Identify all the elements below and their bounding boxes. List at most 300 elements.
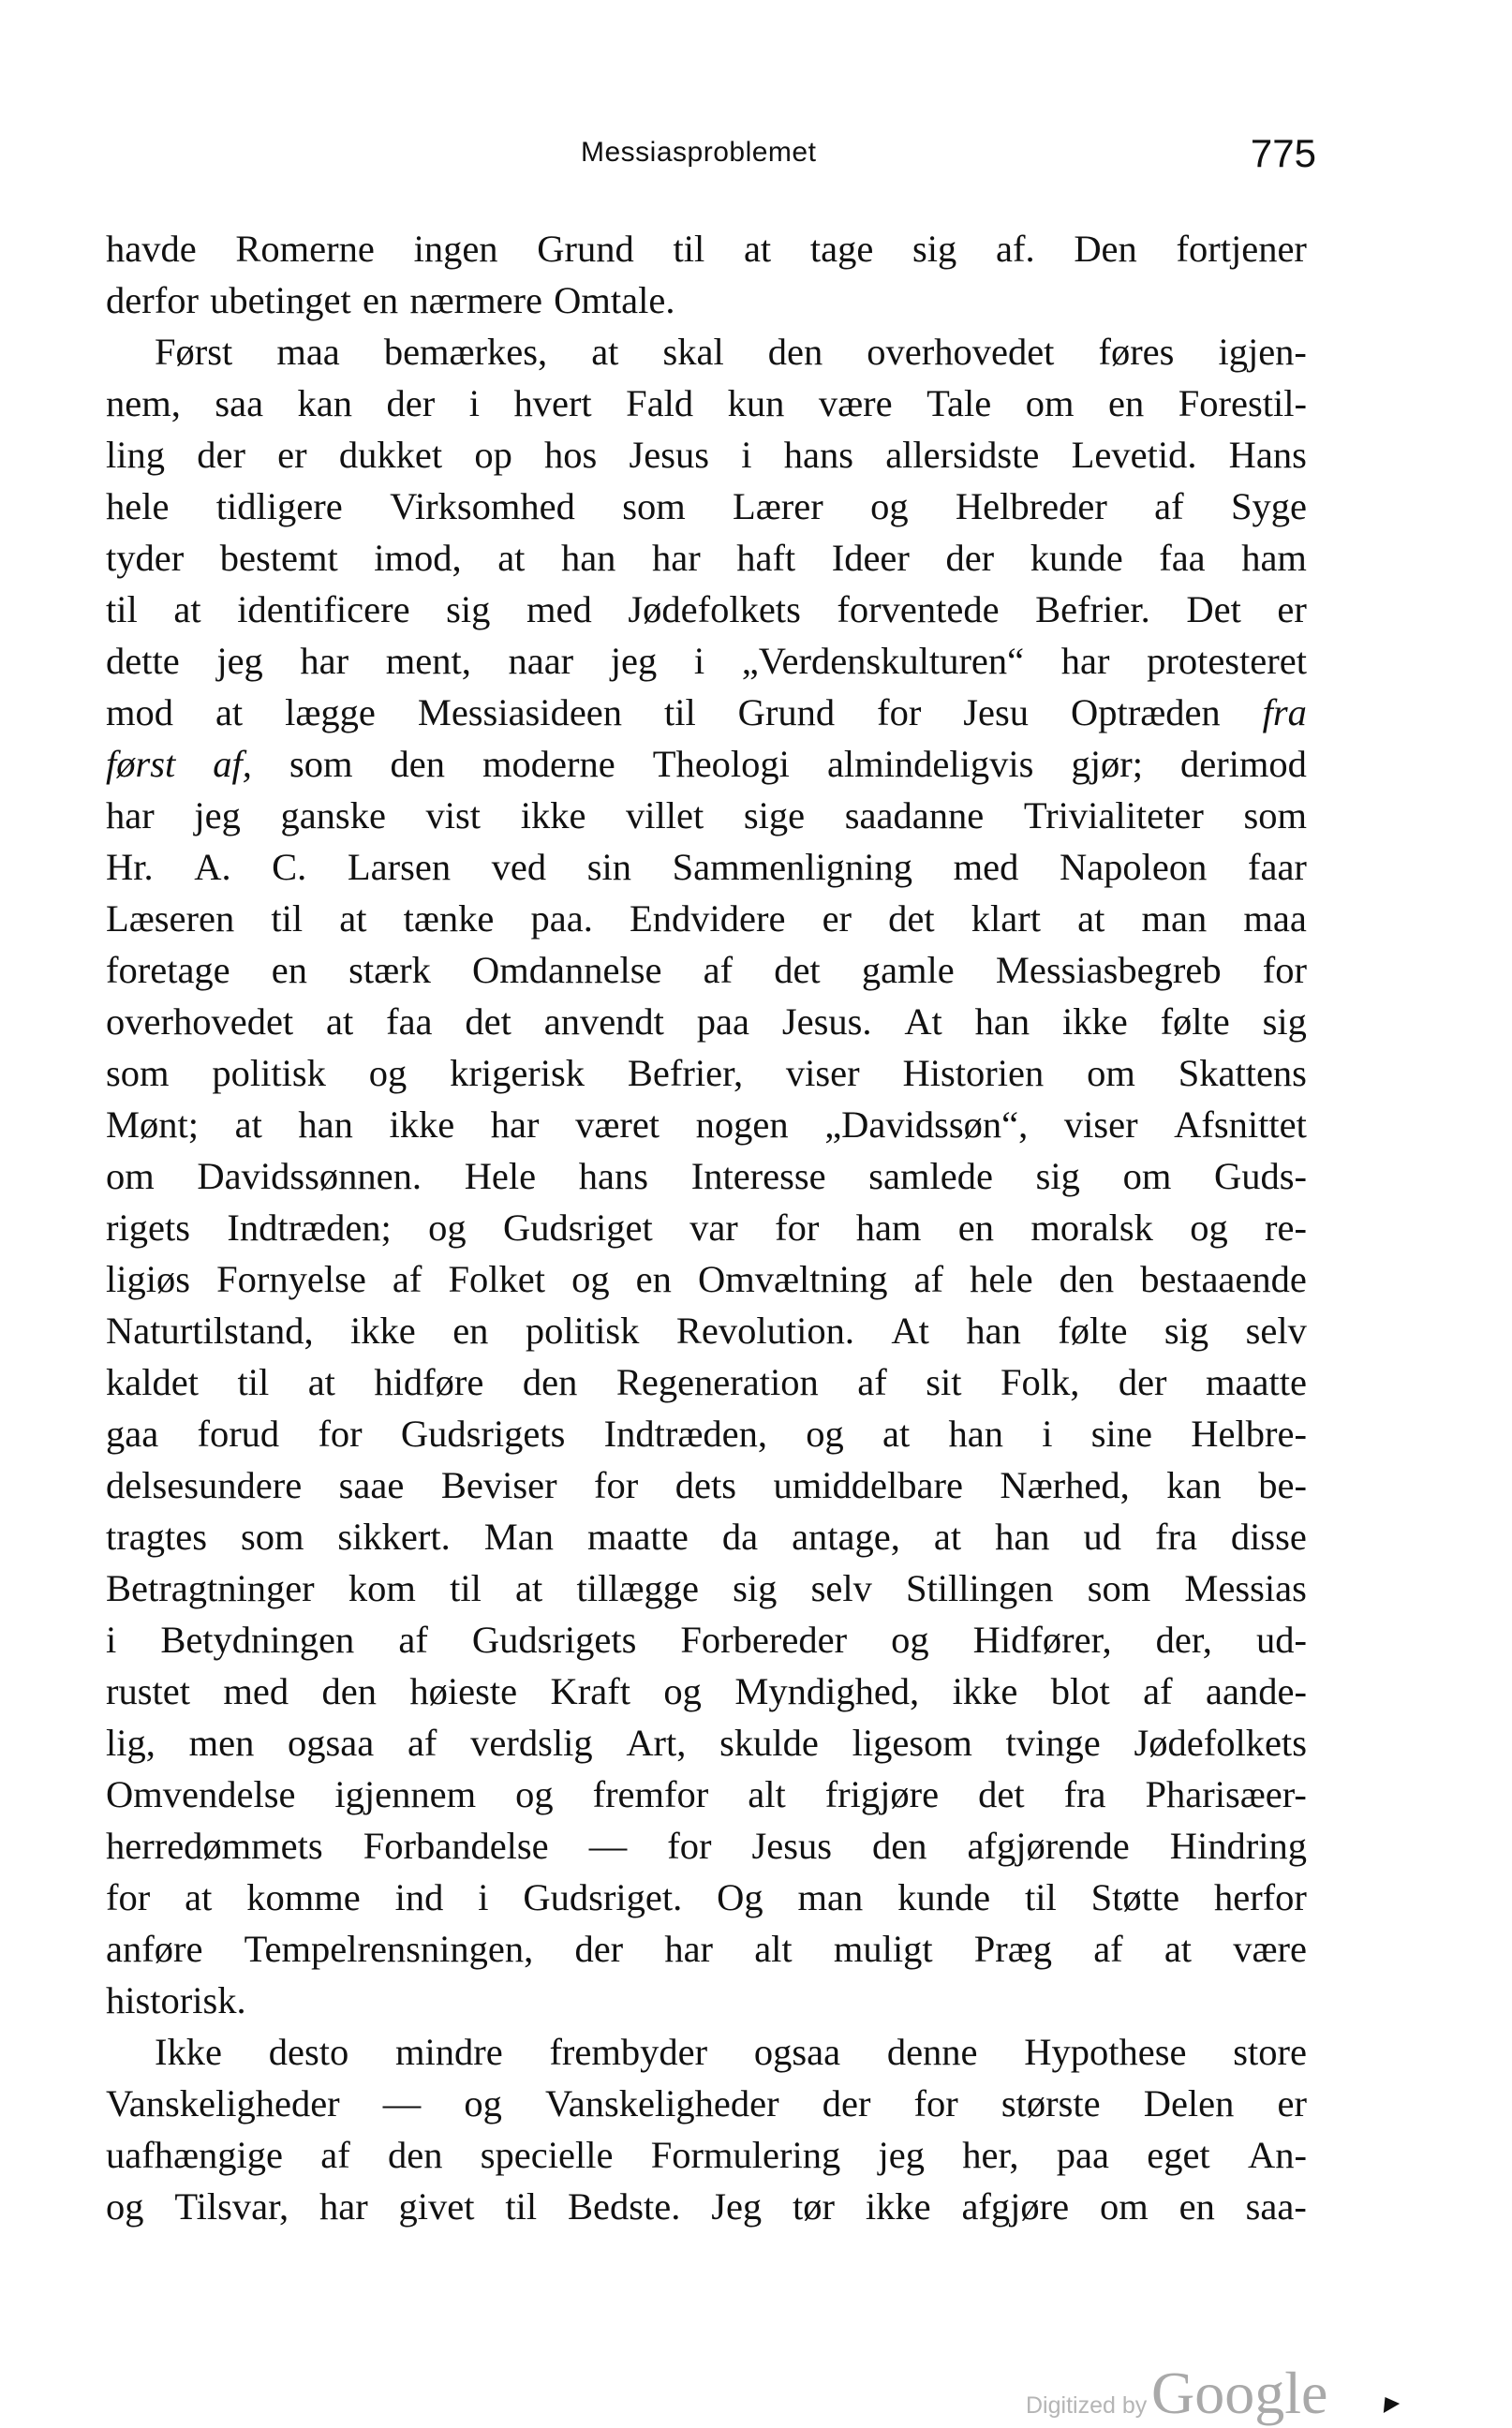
word: Afsnittet: [1174, 1103, 1307, 1146]
word: aande-: [1206, 1670, 1307, 1712]
text-line: [106, 1253, 1307, 1305]
word: Befrier,: [627, 1052, 744, 1094]
word: Hindring: [1169, 1825, 1307, 1867]
word: for: [1262, 949, 1307, 991]
word: men: [188, 1722, 255, 1764]
word: protesteret: [1147, 640, 1307, 682]
word: maatte: [1206, 1361, 1307, 1403]
word: Napoleon: [1059, 846, 1208, 888]
text-line: [106, 996, 1307, 1047]
text-line: [106, 532, 1307, 584]
word: hos: [544, 434, 598, 476]
word: ind: [394, 1876, 444, 1918]
word: fremfor: [592, 1773, 709, 1815]
word: ingen: [413, 228, 498, 270]
word: der: [822, 2082, 871, 2124]
word: det: [978, 1773, 1025, 1815]
text-line: [106, 584, 1307, 635]
word: Omtale.: [554, 279, 675, 321]
word: det: [465, 1000, 511, 1043]
word: som: [240, 1516, 304, 1558]
text-line: [106, 1820, 1307, 1872]
word: dets: [674, 1464, 737, 1506]
word: ikke: [1061, 1000, 1128, 1043]
word: som: [1243, 794, 1307, 836]
word: ikke: [389, 1103, 455, 1146]
word: C.: [272, 846, 307, 888]
word: den: [767, 331, 823, 373]
word: Larsen: [347, 846, 452, 888]
word: nem,: [106, 382, 181, 424]
word: Messiasideen: [417, 691, 623, 733]
word: og: [106, 2185, 144, 2228]
word: Befrier.: [1035, 588, 1150, 630]
word: haft: [736, 537, 796, 579]
word: til: [505, 2185, 538, 2228]
word: var: [689, 1207, 738, 1249]
word: Det: [1186, 588, 1241, 630]
word: Tale: [926, 382, 992, 424]
word: med: [526, 588, 592, 630]
word: være: [1233, 1928, 1307, 1970]
page-number: 775: [1250, 131, 1316, 175]
word: for: [318, 1413, 363, 1455]
word: ved: [491, 846, 547, 888]
word: hans: [783, 434, 853, 476]
word: anføre: [106, 1928, 203, 1970]
word: i: [741, 434, 752, 476]
word: og: [870, 485, 909, 527]
word: af,: [213, 743, 252, 785]
word: og: [663, 1670, 702, 1712]
word: re-: [1265, 1207, 1307, 1249]
word: rustet: [106, 1670, 190, 1712]
word: sin: [586, 846, 631, 888]
running-header: [108, 131, 1316, 187]
word: „Verdenskulturen“: [741, 640, 1025, 682]
word: Hans: [1228, 434, 1307, 476]
word: der,: [1155, 1619, 1212, 1661]
word: be-: [1258, 1464, 1307, 1506]
word: disse: [1230, 1516, 1307, 1558]
word: til: [271, 897, 304, 940]
word: den: [390, 743, 445, 785]
word: bestemt: [219, 537, 338, 579]
word: af: [1143, 1670, 1173, 1712]
word: for: [913, 2082, 958, 2124]
word: vist: [425, 794, 482, 836]
word: ligiøs: [106, 1258, 191, 1300]
word: Davidssønnen.: [197, 1155, 422, 1197]
word: Grund: [737, 691, 836, 733]
word: jeg: [216, 640, 263, 682]
word: paa.: [530, 897, 593, 940]
word: fra: [1063, 1773, 1106, 1815]
word: Guds-: [1214, 1155, 1307, 1197]
word: kunde: [1030, 537, 1123, 579]
word: og: [464, 2082, 502, 2124]
word: føres: [1098, 331, 1175, 373]
word: blot: [1050, 1670, 1110, 1712]
word: tidligere: [215, 485, 343, 527]
word: at: [185, 1876, 213, 1918]
text-line: [106, 378, 1307, 429]
word: foretage: [106, 949, 230, 991]
text-line: [106, 326, 1307, 378]
word: anvendt: [543, 1000, 664, 1043]
word: saadanne: [844, 794, 985, 836]
word: hele: [970, 1258, 1033, 1300]
word: jeg: [610, 640, 658, 682]
word: af: [1154, 485, 1184, 527]
word: det: [888, 897, 935, 940]
word: At: [891, 1310, 929, 1352]
word: med: [223, 1670, 289, 1712]
word: sig: [1262, 1000, 1307, 1043]
word: tragtes: [106, 1516, 207, 1558]
word: Jesu: [963, 691, 1030, 733]
word: ikke: [865, 2185, 931, 2228]
word: om: [1122, 1155, 1172, 1197]
word: Folket: [448, 1258, 545, 1300]
word: høieste: [409, 1670, 518, 1712]
word: Beviser: [440, 1464, 557, 1506]
word: for: [667, 1825, 712, 1867]
word: følte: [1058, 1310, 1128, 1352]
word: han: [995, 1516, 1050, 1558]
word: den: [1059, 1258, 1115, 1300]
word: den: [522, 1361, 578, 1403]
word: ganske: [280, 794, 386, 836]
word: Tempelrensningen,: [244, 1928, 534, 1970]
word: eget: [1147, 2134, 1210, 2176]
word: en: [362, 279, 399, 321]
word: Folk,: [1000, 1361, 1080, 1403]
word: sine: [1090, 1413, 1152, 1455]
word: Pharisæer-: [1145, 1773, 1307, 1815]
word: bemærkes,: [383, 331, 548, 373]
word: og: [428, 1207, 467, 1249]
word: krigerisk: [450, 1052, 586, 1094]
word: paa: [1056, 2134, 1109, 2176]
word: verdslig: [470, 1722, 593, 1764]
word: Interesse: [690, 1155, 826, 1197]
word: af: [913, 1258, 944, 1300]
word: hans: [578, 1155, 649, 1197]
word: af: [398, 1619, 428, 1661]
text-line: [106, 1717, 1307, 1769]
body-text: [106, 223, 1307, 2232]
word: og: [515, 1773, 554, 1815]
text-line: [106, 841, 1307, 893]
word: antage,: [792, 1516, 900, 1558]
word: alt: [748, 1773, 786, 1815]
word: været: [575, 1103, 660, 1146]
word: man: [1141, 897, 1208, 940]
word: nogen: [695, 1103, 789, 1146]
text-line: [106, 1356, 1307, 1408]
text-line: [106, 635, 1307, 687]
word: her,: [962, 2134, 1019, 2176]
word: der: [197, 434, 245, 476]
word: en: [635, 1258, 672, 1300]
word: givet: [398, 2185, 475, 2228]
word: denne: [886, 2031, 978, 2073]
word: fra: [1262, 691, 1307, 733]
word: der: [574, 1928, 624, 1970]
word: at: [1077, 897, 1105, 940]
word: ud: [1083, 1516, 1122, 1558]
word: ham: [1241, 537, 1307, 579]
text-line: [106, 2129, 1307, 2181]
word: gamle: [861, 949, 955, 991]
word: jeg: [878, 2134, 925, 2176]
word: at: [591, 331, 619, 373]
word: fra: [1154, 1516, 1197, 1558]
word: dette: [106, 640, 180, 682]
text-line: [106, 1459, 1307, 1511]
word: der: [945, 537, 995, 579]
word: sig: [446, 588, 491, 630]
text-line: [106, 1047, 1307, 1099]
word: Gudsrigets: [471, 1619, 637, 1661]
word: —: [382, 2082, 422, 2124]
word: Forestil-: [1178, 382, 1307, 424]
text-line: [106, 223, 1307, 274]
word: han: [560, 537, 616, 579]
word: og: [891, 1619, 929, 1661]
word: Messiasbegreb: [995, 949, 1222, 991]
word: at: [933, 1516, 962, 1558]
word: Optræden: [1070, 691, 1221, 733]
word: ud-: [1255, 1619, 1307, 1661]
text-line: [106, 893, 1307, 944]
word: Jødefolkets: [1134, 1722, 1307, 1764]
word: Gudsriget: [502, 1207, 653, 1249]
word: og: [571, 1258, 610, 1300]
word: til: [673, 228, 705, 270]
word: at: [173, 588, 201, 630]
word: han: [966, 1310, 1021, 1352]
word: Art,: [626, 1722, 687, 1764]
word: en: [452, 1310, 489, 1352]
word: ham: [855, 1207, 922, 1249]
word: Grund: [537, 228, 634, 270]
word: Betragtninger: [106, 1567, 315, 1609]
word: Messias: [1184, 1567, 1307, 1609]
word: den: [872, 1825, 927, 1867]
word: faa: [1159, 537, 1206, 579]
word: Gudsriget.: [523, 1876, 683, 1918]
word: tænke: [403, 897, 495, 940]
word: Syge: [1230, 485, 1307, 527]
word: til: [450, 1567, 482, 1609]
word: Regeneration: [615, 1361, 819, 1403]
word: Stillingen: [906, 1567, 1054, 1609]
word: „Davidssøn“,: [824, 1103, 1029, 1146]
word: af: [703, 949, 734, 991]
text-line: [106, 687, 1307, 738]
word: maatte: [586, 1516, 689, 1558]
word: igjen-: [1218, 331, 1307, 373]
text-line: [106, 1408, 1307, 1459]
text-line: [106, 944, 1307, 996]
word: saa-: [1245, 2185, 1307, 2228]
word: rigets: [106, 1207, 190, 1249]
word: Fald: [626, 382, 694, 424]
text-line: [106, 1202, 1307, 1253]
word: en: [957, 1207, 995, 1249]
word: faa: [386, 1000, 433, 1043]
word: Trivialiteter: [1023, 794, 1204, 836]
word: Hr.: [106, 846, 154, 888]
word: for: [775, 1207, 820, 1249]
word: Fornyelse: [216, 1258, 366, 1300]
word: har: [651, 537, 701, 579]
word: forventede: [837, 588, 1000, 630]
word: An-: [1247, 2134, 1307, 2176]
word: desto: [268, 2031, 349, 2073]
word: at: [339, 897, 367, 940]
word: den: [388, 2134, 443, 2176]
word: afgjørende: [967, 1825, 1130, 1867]
word: almindeligvis: [826, 743, 1034, 785]
word: ogsaa: [288, 1722, 375, 1764]
word: at: [326, 1000, 354, 1043]
text-line: [106, 481, 1307, 532]
word: som: [289, 743, 353, 785]
word: Indtræden,: [603, 1413, 768, 1455]
word: i: [478, 1876, 489, 1918]
word: havde: [106, 228, 197, 270]
word: i: [106, 1619, 117, 1661]
word: Revolution.: [675, 1310, 854, 1352]
word: en: [271, 949, 308, 991]
word: imod,: [374, 537, 462, 579]
running-title: Messiasproblemet: [581, 137, 817, 168]
word: tør: [793, 2185, 836, 2228]
word: specielle: [480, 2134, 614, 2176]
word: som: [1087, 1567, 1151, 1609]
word: i: [468, 382, 480, 424]
word: følte: [1160, 1000, 1230, 1043]
word: overhovedet: [106, 1000, 294, 1043]
word: af: [1093, 1928, 1123, 1970]
word: af: [857, 1361, 887, 1403]
word: Myndighed,: [734, 1670, 920, 1712]
word: i: [1042, 1413, 1053, 1455]
text-line: [106, 2181, 1307, 2232]
word: Lærer: [733, 485, 823, 527]
digitization-stamp: [1026, 2360, 1391, 2426]
word: sige: [743, 794, 806, 836]
word: at: [234, 1103, 262, 1146]
word: han: [948, 1413, 1003, 1455]
word: største: [1001, 2082, 1101, 2124]
word: Indtræden;: [227, 1207, 392, 1249]
word: viser: [785, 1052, 860, 1094]
word: Kraft: [550, 1670, 630, 1712]
word: tage: [809, 228, 874, 270]
word: A.: [194, 846, 231, 888]
word: Omdannelse: [472, 949, 662, 991]
word: politisk: [525, 1310, 640, 1352]
word: at: [307, 1361, 335, 1403]
word: moderne: [482, 743, 615, 785]
word: for: [877, 691, 922, 733]
word: Jødefolkets: [628, 588, 801, 630]
word: af: [392, 1258, 422, 1300]
word: hvert: [513, 382, 592, 424]
word: til: [663, 691, 696, 733]
word: sikkert.: [337, 1516, 451, 1558]
word: skulde: [719, 1722, 819, 1764]
word: jeg: [194, 794, 241, 836]
word: har: [490, 1103, 540, 1146]
word: af: [320, 2134, 350, 2176]
word: han: [974, 1000, 1030, 1043]
word: Romerne: [235, 228, 375, 270]
word: igjennem: [334, 1773, 477, 1815]
word: umiddelbare: [773, 1464, 963, 1506]
word: derfor: [106, 279, 199, 321]
word: ubetinget: [210, 279, 351, 321]
word: og: [1190, 1207, 1228, 1249]
text-line: [106, 1511, 1307, 1562]
word: ikke: [350, 1310, 416, 1352]
word: paa: [696, 1000, 749, 1043]
word: da: [721, 1516, 759, 1558]
word: gaa: [106, 1413, 159, 1455]
word: Først: [155, 331, 233, 373]
word: Præg: [973, 1928, 1053, 1970]
word: Helbreder: [955, 485, 1107, 527]
word: mindre: [394, 2031, 503, 2073]
word: hele: [106, 485, 170, 527]
word: Formulering: [650, 2134, 841, 2176]
word: Hypothese: [1024, 2031, 1187, 2073]
word: med: [953, 846, 1019, 888]
word: Omvendelse: [106, 1773, 296, 1815]
word: af: [407, 1722, 437, 1764]
word: Og: [717, 1876, 763, 1918]
word: naar: [508, 640, 574, 682]
text-line: [106, 1150, 1307, 1202]
word: Betydningen: [160, 1619, 355, 1661]
word: frigjøre: [824, 1773, 940, 1815]
word: komme: [246, 1876, 361, 1918]
word: lig,: [106, 1722, 156, 1764]
word: herfor: [1213, 1876, 1307, 1918]
word: Delen: [1143, 2082, 1235, 2124]
word: er: [1277, 588, 1307, 630]
word: at: [1164, 1928, 1193, 1970]
word: være: [818, 382, 893, 424]
word: Støtte: [1090, 1876, 1180, 1918]
word: af.: [996, 228, 1035, 270]
word: —: [588, 1825, 628, 1867]
word: først: [106, 743, 176, 785]
word: At: [904, 1000, 942, 1043]
word: saae: [338, 1464, 405, 1506]
word: Jeg: [711, 2185, 763, 2228]
word: at: [497, 537, 526, 579]
word: Nærhed,: [1000, 1464, 1130, 1506]
word: til: [1024, 1876, 1057, 1918]
word: ikke: [952, 1670, 1018, 1712]
word: moralsk: [1030, 1207, 1153, 1249]
word: Den: [1074, 228, 1137, 270]
